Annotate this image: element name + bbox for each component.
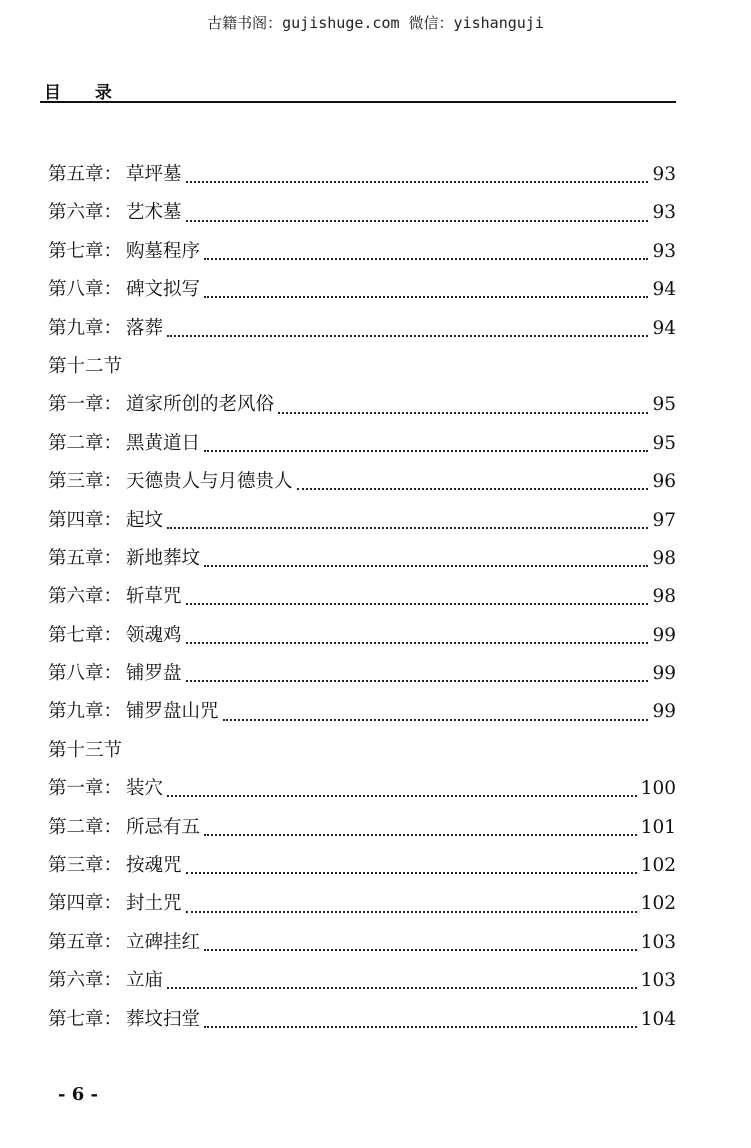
toc-entry <box>48 582 676 620</box>
toc-entry-title: 艺术墓 <box>126 202 182 224</box>
toc-entry-title: 落葬 <box>126 317 164 339</box>
toc-entry <box>48 889 676 927</box>
toc-entry-page: 97 <box>652 509 676 531</box>
toc-entry <box>48 390 676 428</box>
toc-entry-page: 96 <box>652 471 676 493</box>
toc-entry-chapter: 第六章： <box>48 202 123 224</box>
toc-entry-page: 98 <box>652 547 676 569</box>
toc-leader-dots <box>167 527 648 529</box>
toc-entry <box>48 160 676 198</box>
toc-entry-page: 99 <box>652 663 676 685</box>
toc-entry <box>48 697 676 735</box>
toc-leader-dots <box>167 795 637 797</box>
toc-entry-chapter: 第八章： <box>48 279 123 301</box>
toc-entry-chapter: 第三章： <box>48 471 123 493</box>
toc-entry-page: 102 <box>640 893 676 915</box>
toc-entry-chapter: 第九章： <box>48 317 123 339</box>
toc-entry-title: 斩草咒 <box>126 586 182 608</box>
toc-entry-title: 草坪墓 <box>126 164 182 185</box>
toc-leader-dots <box>167 987 637 989</box>
toc-entry-chapter: 第六章： <box>48 970 123 992</box>
toc-entry-page: 99 <box>652 624 676 646</box>
toc-leader-dots <box>204 949 637 951</box>
toc-entry-title: 立碑挂红 <box>126 931 201 953</box>
toc-leader-dots <box>204 296 648 298</box>
toc-entry-title: 铺罗盘山咒 <box>126 701 219 723</box>
toc-entry-page: 94 <box>652 317 676 339</box>
toc-leader-dots <box>297 488 649 490</box>
toc-entry-title: 道家所创的老风俗 <box>126 394 275 416</box>
toc-leader-dots <box>204 258 648 260</box>
toc-entry-chapter: 第六章： <box>48 586 123 608</box>
toc-entry-page: 100 <box>640 778 676 800</box>
toc-entry <box>48 1005 676 1043</box>
toc-entry-page: 93 <box>652 202 676 224</box>
toc-entry <box>48 813 676 851</box>
toc-section-heading: 第十二节 <box>48 355 123 377</box>
toc-leader-dots <box>186 181 649 183</box>
toc-section-heading: 第十三节 <box>48 739 123 761</box>
toc-entry-chapter: 第一章： <box>48 778 123 800</box>
toc-leader-dots <box>278 412 648 414</box>
toc-entry-title: 立庙 <box>126 970 164 992</box>
watermark-text: 古籍书阁：gujishuge.com 微信：yishanguji <box>207 14 544 32</box>
toc-entry-page: 103 <box>640 931 676 953</box>
toc-entry-chapter: 第七章： <box>48 624 123 646</box>
toc-entry-page: 95 <box>652 394 676 416</box>
toc-entry <box>48 429 676 467</box>
header-label: 目 录 <box>44 83 126 103</box>
toc-leader-dots <box>204 1026 637 1028</box>
toc-entry-chapter: 第八章： <box>48 663 123 685</box>
toc-entry-title: 黑黄道日 <box>126 432 201 454</box>
toc-entry-chapter: 第五章： <box>48 931 123 953</box>
toc-entry-title: 所忌有五 <box>126 816 201 838</box>
toc-entry <box>48 314 676 352</box>
toc-entry-page: 99 <box>652 701 676 723</box>
toc-entry <box>48 467 676 505</box>
toc-entry <box>48 966 676 1004</box>
toc-entry-chapter: 第五章： <box>48 547 123 569</box>
toc-entry <box>48 544 676 582</box>
toc-entry-title: 购墓程序 <box>126 240 201 262</box>
toc-leader-dots <box>204 834 637 836</box>
toc-entry <box>48 237 676 275</box>
toc-entry-page: 101 <box>640 816 676 838</box>
toc-entry-title: 装穴 <box>126 778 164 800</box>
toc-entry-chapter: 第一章： <box>48 394 123 416</box>
toc-entry-title: 天德贵人与月德贵人 <box>126 471 293 493</box>
toc-entry-chapter: 第二章： <box>48 432 123 454</box>
toc-leader-dots <box>186 603 649 605</box>
page-number: - 6 - <box>58 1084 98 1105</box>
toc-leader-dots <box>186 642 649 644</box>
toc-entry <box>48 659 676 697</box>
toc-entry-page: 94 <box>652 279 676 301</box>
toc-leader-dots <box>167 335 648 337</box>
header-rule <box>40 101 676 103</box>
toc-entry <box>48 774 676 812</box>
toc-entry <box>48 851 676 889</box>
toc-leader-dots <box>186 872 637 874</box>
toc-entry-chapter: 第四章： <box>48 509 123 531</box>
toc-entry-page: 93 <box>652 164 676 185</box>
toc-entry <box>48 928 676 966</box>
toc-entry <box>48 198 676 236</box>
toc-entry-page: 104 <box>640 1008 676 1030</box>
toc-entry <box>48 621 676 659</box>
toc-entry-chapter: 第五章： <box>48 164 123 185</box>
toc-entry <box>48 275 676 313</box>
toc-entry-page: 98 <box>652 586 676 608</box>
toc-entry-title: 铺罗盘 <box>126 663 182 685</box>
toc-entry-page: 93 <box>652 240 676 262</box>
toc-leader-dots <box>186 680 649 682</box>
toc-entry-title: 封土咒 <box>126 893 182 915</box>
toc-entry-chapter: 第七章： <box>48 240 123 262</box>
table-of-contents <box>48 160 676 1043</box>
toc-entry-title: 碑文拟写 <box>126 279 201 301</box>
toc-entry-page: 95 <box>652 432 676 454</box>
toc-leader-dots <box>223 719 649 721</box>
toc-leader-dots <box>204 565 648 567</box>
toc-leader-dots <box>204 450 648 452</box>
toc-entry-title: 葬坟扫堂 <box>126 1008 201 1030</box>
toc-entry-page: 103 <box>640 970 676 992</box>
toc-entry-title: 按魂咒 <box>126 855 182 877</box>
toc-entry-chapter: 第七章： <box>48 1008 123 1030</box>
toc-entry-chapter: 第九章： <box>48 701 123 723</box>
toc-entry <box>48 506 676 544</box>
toc-entry-chapter: 第四章： <box>48 893 123 915</box>
toc-leader-dots <box>186 220 649 222</box>
toc-entry-title: 新地葬坟 <box>126 547 201 569</box>
toc-leader-dots <box>186 911 637 913</box>
toc-entry-chapter: 第二章： <box>48 816 123 838</box>
toc-entry-title: 领魂鸡 <box>126 624 182 646</box>
toc-entry-title: 起坟 <box>126 509 164 531</box>
toc-entry-chapter: 第三章： <box>48 855 123 877</box>
toc-entry-page: 102 <box>640 855 676 877</box>
